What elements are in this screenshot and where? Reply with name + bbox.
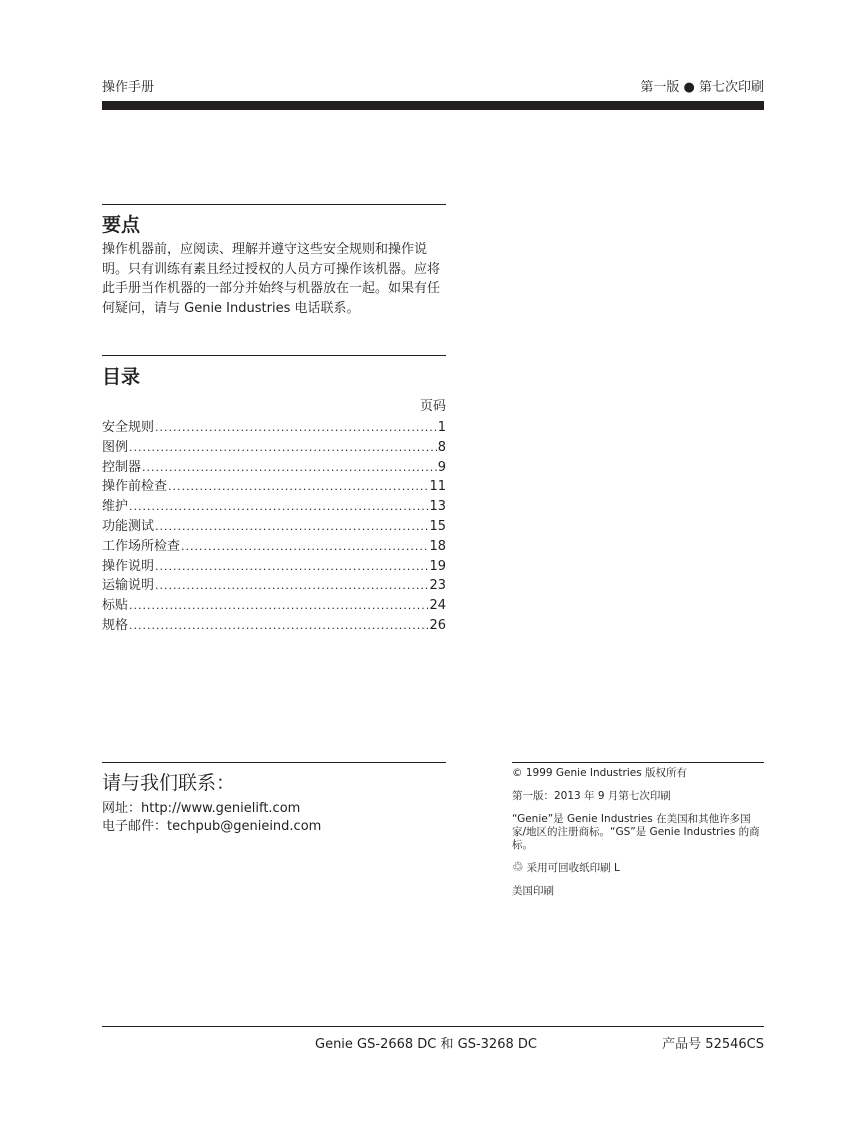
toc-item-page: 26 (429, 617, 446, 633)
toc-item-label: 功能测试 (102, 518, 155, 534)
toc-item-label: 操作说明 (102, 558, 155, 574)
toc-item-page: 11 (429, 479, 446, 495)
toc-leader (168, 477, 428, 497)
toc-item[interactable] (102, 537, 446, 557)
toc-leader (129, 616, 428, 636)
toc-title: 目录 (102, 366, 141, 388)
important-divider (102, 204, 446, 205)
toc-divider (102, 355, 446, 356)
toc-item-label: 图例 (102, 439, 129, 455)
important-title: 要点 (102, 214, 141, 236)
recycled-paper-note (512, 861, 764, 875)
toc-item-label: 规格 (102, 617, 129, 633)
recycle-icon: ♲ (512, 860, 524, 875)
header-bar (102, 101, 764, 110)
toc-leader (155, 557, 428, 577)
toc-item[interactable] (102, 616, 446, 636)
manual-type: 操作手册 (102, 80, 155, 95)
part-number: 产品号 52546CS (662, 1037, 764, 1052)
toc-leader (155, 576, 428, 596)
toc-item[interactable] (102, 596, 446, 616)
toc-item-page: 15 (429, 518, 446, 534)
toc-item-page: 9 (437, 459, 446, 475)
toc-item[interactable] (102, 477, 446, 497)
toc-item-page: 19 (429, 558, 446, 574)
toc-item[interactable] (102, 557, 446, 577)
trademark-notice: “Genie”是 Genie Industries 在美国和其他许多国家/地区的注册商标。“GS”是 Genie Industries 的商标。 (512, 813, 760, 851)
printing-line: 第一版：2013 年 9 月第七次印刷 (512, 790, 671, 802)
toc-item-page: 1 (437, 420, 446, 435)
toc-item[interactable] (102, 418, 446, 438)
toc-leader (129, 596, 428, 616)
toc-leader (181, 537, 428, 557)
product-name: Genie GS-2668 DC 和 GS-3268 DC (315, 1037, 537, 1052)
edition-info: 第一版 ● 第七次印刷 (640, 80, 764, 95)
toc-item-page: 18 (429, 538, 446, 554)
table-of-contents (102, 398, 446, 636)
toc-item-page: 13 (429, 499, 446, 515)
important-body: 操作机器前，应阅读、理解并遵守这些安全规则和操作说明。只有训练有素且经过授权的人员方可操作该机器。应将此手册当作机器的一部分并始终与机器放在一起。如果有任何疑问，请与 Genie Industries 电话联系。 (102, 242, 441, 316)
toc-item-label: 维护 (102, 499, 129, 515)
toc-item-label: 控制器 (102, 459, 142, 475)
copyright-divider (512, 762, 764, 763)
toc-leader (155, 517, 428, 537)
toc-item[interactable] (102, 497, 446, 517)
toc-item[interactable] (102, 576, 446, 596)
toc-item-page: 8 (437, 439, 446, 455)
toc-item-page: 24 (429, 598, 446, 614)
email: 电子邮件：techpub@genieind.com (102, 818, 322, 834)
recycled-text: 采用可回收纸印刷 L (526, 862, 620, 874)
copyright-line: © 1999 Genie Industries 版权所有 (512, 767, 688, 779)
toc-item[interactable] (102, 517, 446, 537)
footer-divider (102, 1026, 764, 1027)
toc-item-label: 安全规则 (102, 420, 155, 435)
website: 网址：http://www.genielift.com (102, 801, 301, 816)
toc-item-label: 工作场所检查 (102, 538, 181, 554)
toc-leader (129, 497, 428, 517)
contact-title: 请与我们联系： (102, 772, 236, 794)
toc-item-page: 23 (429, 578, 446, 594)
toc-leader (129, 438, 437, 458)
toc-leader (142, 458, 437, 478)
contact-info (102, 800, 321, 835)
toc-item-label: 标贴 (102, 598, 129, 614)
toc-item[interactable] (102, 438, 446, 458)
toc-item[interactable] (102, 458, 446, 478)
toc-page-header: 页码 (419, 399, 446, 414)
toc-leader (155, 418, 437, 438)
printed-in: 美国印刷 (512, 885, 554, 897)
toc-item-label: 运输说明 (102, 578, 155, 594)
toc-item-label: 操作前检查 (102, 479, 168, 495)
contact-divider (102, 762, 446, 763)
